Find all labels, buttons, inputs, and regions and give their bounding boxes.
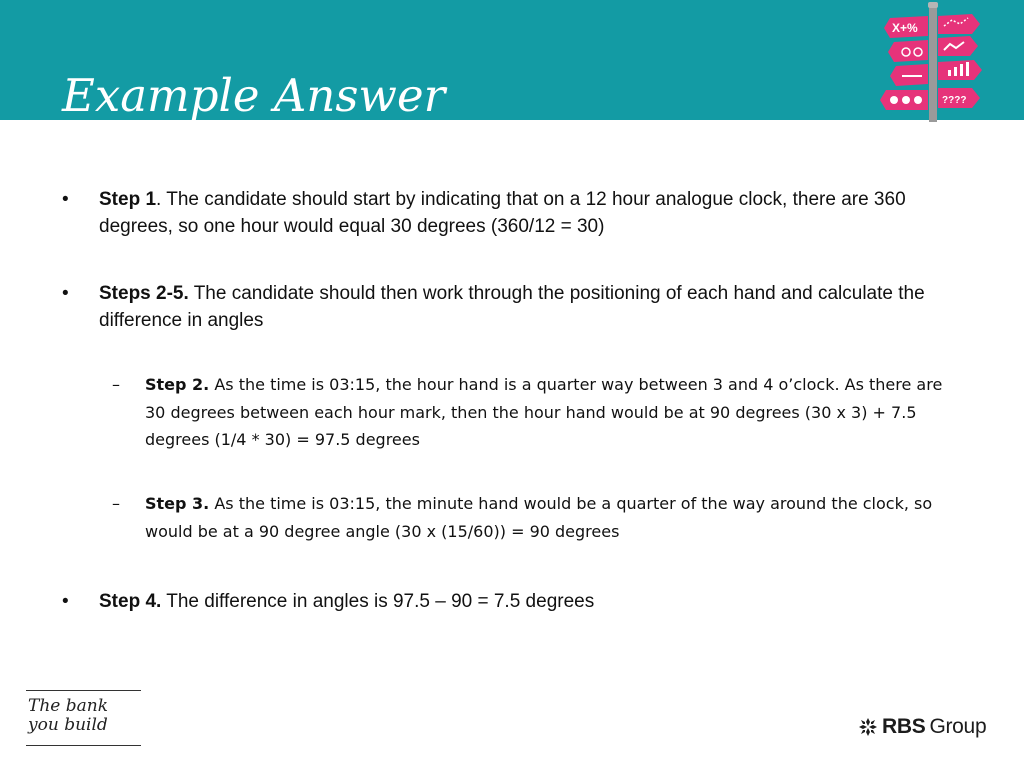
- rbs-daggers-logo-icon: [858, 717, 878, 737]
- signpost-label-math: X+%: [892, 21, 918, 35]
- slide-title: Example Answer: [62, 69, 446, 122]
- sub-bullet-body: As the time is 03:15, the minute hand would be a quarter of the way around the clock, so would be at a 90 degree angle (30 x (15/60)) = 90 degrees: [145, 494, 933, 541]
- signpost-icon: [876, 2, 984, 122]
- bullet-marker: •: [62, 189, 69, 210]
- bullet-marker: •: [62, 591, 69, 612]
- brand-rbs: RBS: [882, 715, 926, 738]
- bullet-text: [99, 588, 959, 615]
- bullet-body: The candidate should then work through the positioning of each hand and calculate the difference in angles: [99, 283, 925, 331]
- bullet-body: The difference in angles is 97.5 – 90 = 7.5 degrees: [161, 591, 595, 612]
- title-bar: [0, 0, 1024, 120]
- rbs-group-logo: [858, 712, 986, 742]
- tagline-line-1: The bank: [28, 696, 109, 716]
- sub-bullet-heading: Step 2.: [145, 375, 210, 394]
- sub-bullet-heading: Step 3.: [145, 494, 210, 513]
- brand-group: Group: [929, 715, 987, 738]
- bullet-text: [99, 186, 959, 240]
- signpost-label-question: ????: [942, 95, 967, 106]
- bullet-heading: Step 1: [99, 189, 157, 210]
- sub-bullet-body: As the time is 03:15, the hour hand is a quarter way between 3 and 4 o’clock. As there are 30 degrees between each hour mark, then the hour hand would be at 90 degrees (30 x 3) + 7.5 degrees (1/4 * 30) = 97.5 degrees: [145, 375, 943, 449]
- sub-bullet-text: [145, 490, 965, 545]
- bullet-marker: •: [62, 283, 69, 304]
- bullet-body: . The candidate should start by indicating that on a 12 hour analogue clock, there are 360 degrees, so one hour would equal 30 degrees (360/12 = 30): [99, 189, 906, 237]
- sub-bullet-marker: –: [112, 494, 120, 513]
- tagline-line-2: you build: [28, 715, 108, 735]
- bullet-heading: Steps 2-5.: [99, 283, 189, 304]
- sub-bullet-text: [145, 371, 965, 454]
- bullet-text: [99, 280, 959, 334]
- tagline-logo: [26, 690, 141, 746]
- sub-bullet-marker: –: [112, 375, 120, 394]
- bullet-heading: Step 4.: [99, 591, 162, 612]
